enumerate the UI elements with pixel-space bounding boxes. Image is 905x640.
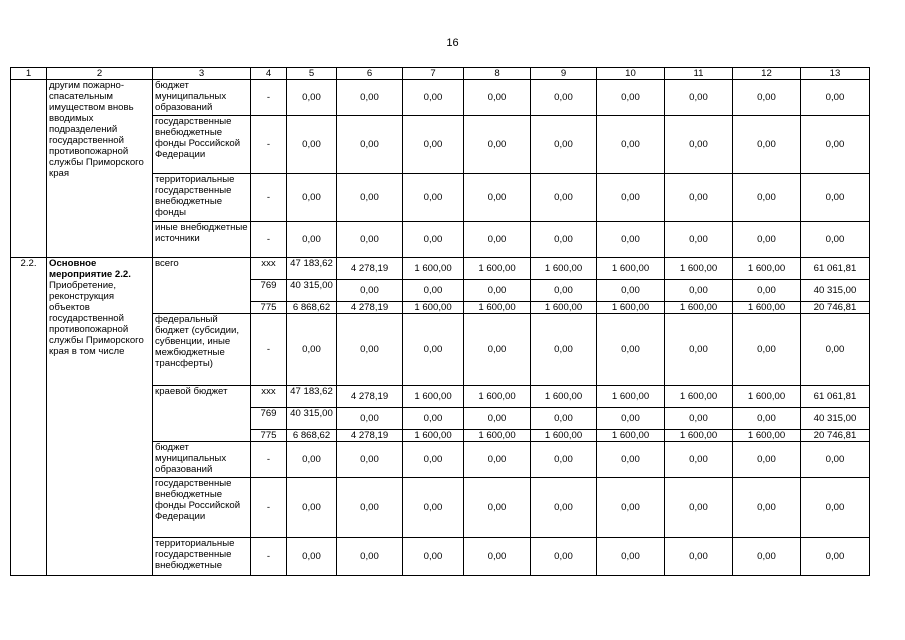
value-cell: 0,00 (464, 222, 531, 258)
value-cell: 0,00 (665, 408, 733, 430)
value-cell: 0,00 (665, 80, 733, 116)
value-cell: 0,00 (403, 280, 464, 302)
column-header: 3 (153, 68, 251, 80)
value-cell: 0,00 (287, 478, 337, 538)
value-cell: 0,00 (801, 538, 870, 576)
value-cell: 0,00 (597, 280, 665, 302)
value-cell: 0,00 (337, 538, 403, 576)
value-cell: 0,00 (801, 174, 870, 222)
value-cell: 0,00 (597, 174, 665, 222)
value-cell: 0,00 (403, 314, 464, 386)
value-cell: 20 746,81 (801, 430, 870, 442)
value-cell: 0,00 (403, 538, 464, 576)
value-cell: 4 278,19 (337, 430, 403, 442)
source-municipal: бюджет муниципальных образований (153, 80, 251, 116)
value-cell: 47 183,62 (287, 386, 337, 408)
value-cell: 0,00 (597, 80, 665, 116)
source-offbudget-rf: государственные внебюджетные фонды Российской Федерации (153, 478, 251, 538)
value-cell: 0,00 (665, 538, 733, 576)
value-cell: 0,00 (531, 478, 597, 538)
value-cell: 1 600,00 (464, 430, 531, 442)
value-cell: 0,00 (287, 442, 337, 478)
header-row (11, 68, 870, 80)
value-cell: 0,00 (531, 314, 597, 386)
value-cell: 0,00 (665, 280, 733, 302)
value-cell: 4 278,19 (337, 386, 403, 408)
value-cell: 47 183,62 (287, 258, 337, 280)
value-cell: 0,00 (464, 314, 531, 386)
page-number: 16 (446, 37, 459, 49)
value-cell: 0,00 (464, 174, 531, 222)
value-cell: 0,00 (665, 314, 733, 386)
value-cell: 0,00 (287, 314, 337, 386)
value-cell: 61 061,81 (801, 258, 870, 280)
value-cell: 1 600,00 (597, 302, 665, 314)
value-cell: 0,00 (597, 478, 665, 538)
value-cell: 1 600,00 (531, 386, 597, 408)
value-cell: 0,00 (733, 314, 801, 386)
column-header: 11 (665, 68, 733, 80)
code-dash: - (251, 80, 287, 116)
value-cell: 1 600,00 (464, 258, 531, 280)
code-769: 769 (251, 280, 287, 302)
value-cell: 0,00 (597, 442, 665, 478)
value-cell: 1 600,00 (597, 258, 665, 280)
activity-name-cont: другим пожарно-спасательным имуществом вновь вводимых подразделений государственной противопожарной службы Приморского края (47, 80, 153, 258)
value-cell: 0,00 (665, 174, 733, 222)
value-cell: 0,00 (287, 116, 337, 174)
value-cell: 1 600,00 (464, 302, 531, 314)
code-dash: - (251, 538, 287, 576)
item-number: 2.2. (11, 258, 47, 576)
value-cell: 0,00 (403, 116, 464, 174)
activity-name (47, 258, 153, 576)
table-row (11, 258, 870, 280)
value-cell: 4 278,19 (337, 258, 403, 280)
cell-empty (11, 80, 47, 258)
value-cell: 1 600,00 (665, 386, 733, 408)
value-cell: 0,00 (801, 222, 870, 258)
code-dash: - (251, 174, 287, 222)
value-cell: 0,00 (665, 116, 733, 174)
value-cell: 1 600,00 (403, 302, 464, 314)
value-cell: 0,00 (665, 478, 733, 538)
value-cell: 0,00 (801, 442, 870, 478)
source-territorial: территориальные государственные внебюджетные фонды (153, 174, 251, 222)
value-cell: 40 315,00 (801, 408, 870, 430)
value-cell: 0,00 (337, 174, 403, 222)
code-xxx: ххх (251, 386, 287, 408)
value-cell: 0,00 (287, 80, 337, 116)
source-offbudget-rf: государственные внебюджетные фонды Российской Федерации (153, 116, 251, 174)
value-cell: 1 600,00 (733, 430, 801, 442)
value-cell: 0,00 (597, 116, 665, 174)
value-cell: 0,00 (733, 280, 801, 302)
value-cell: 0,00 (464, 538, 531, 576)
code-dash: - (251, 442, 287, 478)
value-cell: 0,00 (733, 442, 801, 478)
column-header: 6 (337, 68, 403, 80)
value-cell: 0,00 (597, 314, 665, 386)
value-cell: 1 600,00 (531, 302, 597, 314)
value-cell: 20 746,81 (801, 302, 870, 314)
value-cell: 61 061,81 (801, 386, 870, 408)
code-775: 775 (251, 302, 287, 314)
budget-table (10, 67, 870, 576)
value-cell: 0,00 (337, 408, 403, 430)
value-cell: 0,00 (403, 222, 464, 258)
value-cell: 0,00 (464, 80, 531, 116)
code-dash: - (251, 116, 287, 174)
source-regional: краевой бюджет (153, 386, 251, 442)
code-dash: - (251, 314, 287, 386)
value-cell: 1 600,00 (733, 258, 801, 280)
value-cell: 0,00 (733, 538, 801, 576)
value-cell: 1 600,00 (665, 302, 733, 314)
value-cell: 0,00 (337, 314, 403, 386)
value-cell: 0,00 (733, 408, 801, 430)
activity-title: Основное мероприятие 2.2. (49, 258, 131, 280)
code-dash: - (251, 478, 287, 538)
code-xxx: ххх (251, 258, 287, 280)
column-header: 9 (531, 68, 597, 80)
source-other: иные внебюджетные источники (153, 222, 251, 258)
value-cell: 0,00 (531, 116, 597, 174)
value-cell: 0,00 (597, 408, 665, 430)
value-cell: 0,00 (531, 538, 597, 576)
value-cell: 0,00 (531, 442, 597, 478)
value-cell: 1 600,00 (403, 258, 464, 280)
source-total: всего (153, 258, 251, 314)
value-cell: 40 315,00 (801, 280, 870, 302)
column-header: 1 (11, 68, 47, 80)
code-775: 775 (251, 430, 287, 442)
source-municipal: бюджет муниципальных образований (153, 442, 251, 478)
column-header: 12 (733, 68, 801, 80)
column-header: 13 (801, 68, 870, 80)
value-cell: 0,00 (531, 222, 597, 258)
value-cell: 0,00 (733, 222, 801, 258)
value-cell: 0,00 (531, 174, 597, 222)
value-cell: 0,00 (287, 538, 337, 576)
value-cell: 0,00 (337, 442, 403, 478)
value-cell: 40 315,00 (287, 408, 337, 430)
value-cell: 0,00 (403, 478, 464, 538)
value-cell: 1 600,00 (733, 386, 801, 408)
value-cell: 1 600,00 (403, 386, 464, 408)
value-cell: 0,00 (733, 80, 801, 116)
source-federal: федеральный бюджет (субсидии, субвенции, иные межбюджетные трансферты) (153, 314, 251, 386)
value-cell: 0,00 (403, 80, 464, 116)
value-cell: 1 600,00 (665, 430, 733, 442)
value-cell: 1 600,00 (531, 258, 597, 280)
value-cell: 0,00 (801, 116, 870, 174)
value-cell: 0,00 (287, 222, 337, 258)
value-cell: 0,00 (403, 408, 464, 430)
value-cell: 1 600,00 (597, 430, 665, 442)
code-dash: - (251, 222, 287, 258)
code-769: 769 (251, 408, 287, 430)
value-cell: 1 600,00 (733, 302, 801, 314)
value-cell: 0,00 (337, 116, 403, 174)
value-cell: 0,00 (665, 442, 733, 478)
value-cell: 6 868,62 (287, 430, 337, 442)
value-cell: 0,00 (597, 222, 665, 258)
value-cell: 6 868,62 (287, 302, 337, 314)
value-cell: 4 278,19 (337, 302, 403, 314)
value-cell: 0,00 (531, 280, 597, 302)
value-cell: 0,00 (337, 80, 403, 116)
value-cell: 0,00 (337, 222, 403, 258)
value-cell: 0,00 (464, 478, 531, 538)
column-header: 5 (287, 68, 337, 80)
value-cell: 0,00 (403, 442, 464, 478)
value-cell: 0,00 (403, 174, 464, 222)
column-header: 4 (251, 68, 287, 80)
value-cell: 0,00 (464, 408, 531, 430)
value-cell: 0,00 (464, 116, 531, 174)
column-header: 7 (403, 68, 464, 80)
value-cell: 0,00 (337, 280, 403, 302)
column-header: 8 (464, 68, 531, 80)
value-cell: 0,00 (801, 80, 870, 116)
value-cell: 0,00 (597, 538, 665, 576)
value-cell: 0,00 (733, 478, 801, 538)
value-cell: 0,00 (337, 478, 403, 538)
value-cell: 40 315,00 (287, 280, 337, 302)
value-cell: 1 600,00 (531, 430, 597, 442)
value-cell: 0,00 (733, 174, 801, 222)
activity-description: Приобретение, реконструкция объектов государственной противопожарной службы Приморского края в том числе (49, 280, 144, 357)
value-cell: 0,00 (464, 442, 531, 478)
value-cell: 0,00 (801, 314, 870, 386)
value-cell: 0,00 (531, 80, 597, 116)
table-row (11, 80, 870, 116)
value-cell: 0,00 (733, 116, 801, 174)
value-cell: 0,00 (287, 174, 337, 222)
column-header: 10 (597, 68, 665, 80)
value-cell: 1 600,00 (597, 386, 665, 408)
value-cell: 0,00 (665, 222, 733, 258)
value-cell: 0,00 (801, 478, 870, 538)
value-cell: 1 600,00 (403, 430, 464, 442)
source-territorial-cut: территориальные государственные внебюджетные (153, 538, 251, 576)
value-cell: 1 600,00 (464, 386, 531, 408)
column-header: 2 (47, 68, 153, 80)
value-cell: 1 600,00 (665, 258, 733, 280)
value-cell: 0,00 (464, 280, 531, 302)
value-cell: 0,00 (531, 408, 597, 430)
